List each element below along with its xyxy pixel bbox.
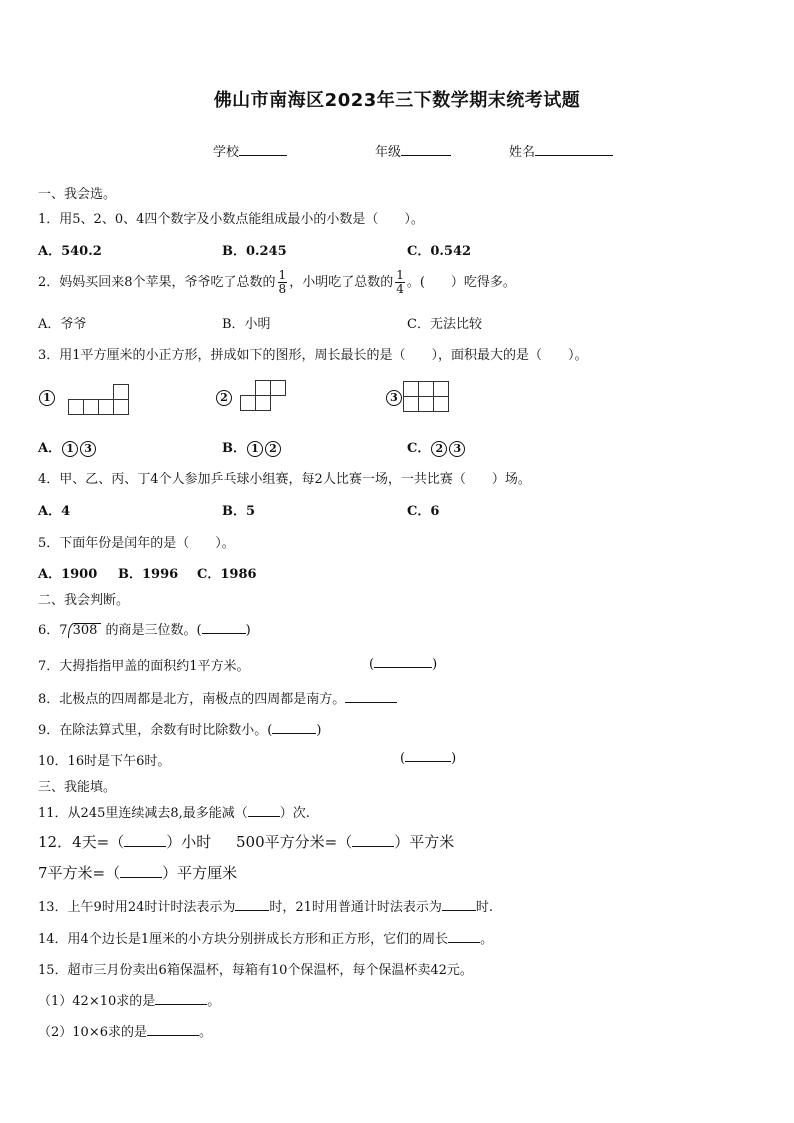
- q15-part-1-blank[interactable]: [155, 992, 207, 1005]
- grade-blank[interactable]: [401, 143, 451, 156]
- q15-part-1-end: 。: [207, 994, 221, 1009]
- question-11: [38, 802, 310, 821]
- fraction-numerator: 1: [278, 268, 287, 282]
- q9-answer-blank[interactable]: [272, 721, 316, 734]
- grade-field[interactable]: [375, 141, 451, 160]
- q1-option-a[interactable]: A．540.2: [38, 244, 102, 259]
- circled-number-3: 3: [386, 390, 402, 406]
- q10-answer[interactable]: [400, 749, 456, 766]
- name-label: 姓名: [509, 145, 536, 160]
- q2-option-a[interactable]: A．爷爷: [38, 317, 87, 332]
- q3-option-a[interactable]: [38, 437, 97, 457]
- question-14: [38, 928, 493, 947]
- q9-end: ): [316, 723, 322, 738]
- q11-end: ）次.: [279, 806, 310, 821]
- q5-option-a[interactable]: A．1900: [38, 567, 98, 582]
- school-label: 学校: [213, 145, 240, 160]
- q15-part-2-blank[interactable]: [147, 1023, 199, 1036]
- q10-answer-blank[interactable]: [405, 749, 451, 762]
- q14-answer-blank[interactable]: [448, 930, 480, 943]
- q13-part-c: 时.: [475, 900, 494, 915]
- circled-number: 3: [80, 441, 96, 457]
- school-blank[interactable]: [239, 143, 287, 156]
- question-2: [38, 266, 516, 300]
- q6-end: ): [245, 623, 251, 638]
- q12c-text: 7平方米=（: [38, 864, 121, 882]
- page-title: 佛山市南海区2023年三下数学期末统考试题: [213, 90, 581, 111]
- question-12-line1b: [236, 831, 454, 852]
- q13-part-a: 13．上午9时用24时计时法表示为: [38, 900, 236, 915]
- q12c-answer-blank[interactable]: [120, 865, 162, 878]
- question-1: 1．用5、2、0、4四个数字及小数点能组成最小的小数是（ ）。: [38, 212, 424, 227]
- q2-middle: ，小明吃了总数的: [289, 275, 394, 290]
- question-5: 5．下面年份是闰年的是（ ）。: [38, 536, 235, 551]
- fraction-numerator: 1: [396, 268, 404, 282]
- fraction-one-eighth: [278, 269, 288, 296]
- q12a-answer-blank[interactable]: [124, 834, 166, 847]
- q6-divisor: 7: [59, 623, 68, 638]
- q13-blank-2[interactable]: [442, 898, 476, 911]
- question-6: [38, 619, 251, 638]
- figure-2-shape: [240, 380, 290, 412]
- fraction-one-quarter: [395, 269, 405, 296]
- q11-answer-blank[interactable]: [248, 804, 280, 817]
- q5-option-c[interactable]: C．1986: [197, 567, 257, 582]
- q6-text: 的商是三位数。(: [105, 623, 202, 638]
- circled-number: 2: [265, 441, 281, 457]
- circled-number-2: 2: [216, 390, 232, 406]
- option-prefix: B．: [222, 441, 246, 456]
- q15-part-2: [38, 1021, 212, 1040]
- q12a-unit: ）小时: [166, 833, 212, 851]
- paren-close: ): [432, 657, 438, 672]
- option-prefix: C．: [407, 441, 431, 456]
- q7-answer-blank[interactable]: [374, 655, 432, 668]
- circled-number: 2: [431, 441, 447, 457]
- figure-2-label: [215, 390, 233, 406]
- circled-number: 3: [449, 441, 465, 457]
- q15-part-1: [38, 990, 220, 1009]
- q12c-unit: ）平方厘米: [162, 864, 238, 882]
- section-choice-heading: 一、我会选。: [38, 187, 117, 202]
- circled-number: 1: [62, 441, 78, 457]
- paren-open: (: [400, 751, 406, 766]
- q15-part-2-end: 。: [198, 1025, 212, 1040]
- q5-option-b[interactable]: B．1996: [118, 567, 179, 582]
- q6-number: 6．: [38, 623, 60, 638]
- figure-3-label: [385, 390, 403, 406]
- school-field[interactable]: [213, 141, 287, 160]
- q1-option-c[interactable]: C．0.542: [407, 244, 472, 259]
- q15-part-2-text: （2）10×6求的是: [38, 1025, 147, 1040]
- q9-text: 9．在除法算式里，余数有时比除数小。(: [38, 723, 273, 738]
- q6-dividend: 308: [72, 623, 98, 638]
- figure-1-shape: [68, 383, 132, 415]
- name-blank[interactable]: [535, 143, 613, 156]
- q12a-text: 12．4天=（: [38, 833, 125, 851]
- question-15: 15．超市三月份卖出6箱保温杯，每箱有10个保温杯，每个保温杯卖42元。: [38, 963, 473, 978]
- q6-answer-blank[interactable]: [202, 621, 246, 634]
- q8-text: 8．北极点的四周都是北方，南极点的四周都是南方。: [38, 692, 346, 707]
- q12b-text: 500平方分米=（: [236, 833, 353, 851]
- name-field[interactable]: [509, 141, 613, 160]
- question-8: [38, 688, 397, 707]
- question-12-line1: [38, 831, 211, 852]
- q8-answer-blank[interactable]: [345, 690, 397, 703]
- q14-end: 。: [480, 932, 494, 947]
- question-7: 7．大拇指指甲盖的面积约1平方米。: [38, 659, 250, 674]
- grade-label: 年级: [375, 145, 402, 160]
- q13-blank-1[interactable]: [235, 898, 269, 911]
- q2-prefix: 2．妈妈买回来8个苹果，爷爷吃了总数的: [38, 275, 276, 290]
- q4-option-a[interactable]: A．4: [38, 504, 71, 519]
- q14-text: 14．用4个边长是1厘米的小方块分别拼成长方形和正方形，它们的周长: [38, 932, 449, 947]
- fraction-denominator: 4: [396, 282, 404, 296]
- circled-number: 1: [247, 441, 263, 457]
- circled-number-1: 1: [39, 390, 55, 406]
- long-division-bracket: [68, 623, 102, 638]
- section-fill-heading: 三、我能填。: [38, 780, 117, 795]
- option-prefix: A．: [38, 441, 62, 456]
- q4-option-c[interactable]: C．6: [407, 504, 440, 519]
- q1-option-b[interactable]: B．0.245: [222, 244, 287, 259]
- q11-text: 11．从245里连续减去8,最多能减（: [38, 806, 248, 821]
- paren-close: ): [451, 751, 457, 766]
- question-13: [38, 896, 493, 915]
- q2-option-b[interactable]: B．小明: [222, 317, 271, 332]
- paren-open: (: [369, 657, 375, 672]
- question-9: [38, 719, 321, 738]
- fraction-denominator: 8: [278, 282, 287, 296]
- question-3: 3．用1平方厘米的小正方形，拼成如下的图形，周长最长的是（ ），面积最大的是（ ）。: [38, 348, 588, 363]
- q4-option-b[interactable]: B．5: [222, 504, 256, 519]
- section-judge-heading: 二、我会判断。: [38, 593, 130, 608]
- figure-1-label: [38, 390, 56, 406]
- q3-option-c[interactable]: [407, 437, 466, 457]
- q12b-unit: ）平方米: [394, 833, 455, 851]
- q3-option-b[interactable]: [222, 437, 282, 457]
- question-4: 4．甲、乙、丙、丁4个人参加乒乓球小组赛，每2人比赛一场，一共比赛（ ）场。: [38, 472, 531, 487]
- q13-part-b: 时，21时用普通计时法表示为: [269, 900, 442, 915]
- figure-3-shape: [403, 381, 453, 413]
- q2-suffix: 。( ）吃得多。: [406, 275, 516, 290]
- q2-option-c[interactable]: C．无法比较: [407, 317, 482, 332]
- q12b-answer-blank[interactable]: [352, 834, 394, 847]
- question-10: 10．16时是下午6时。: [38, 754, 171, 769]
- question-12-line2: [38, 862, 237, 883]
- q15-part-1-text: （1）42×10求的是: [38, 994, 156, 1009]
- q7-answer[interactable]: [369, 655, 437, 672]
